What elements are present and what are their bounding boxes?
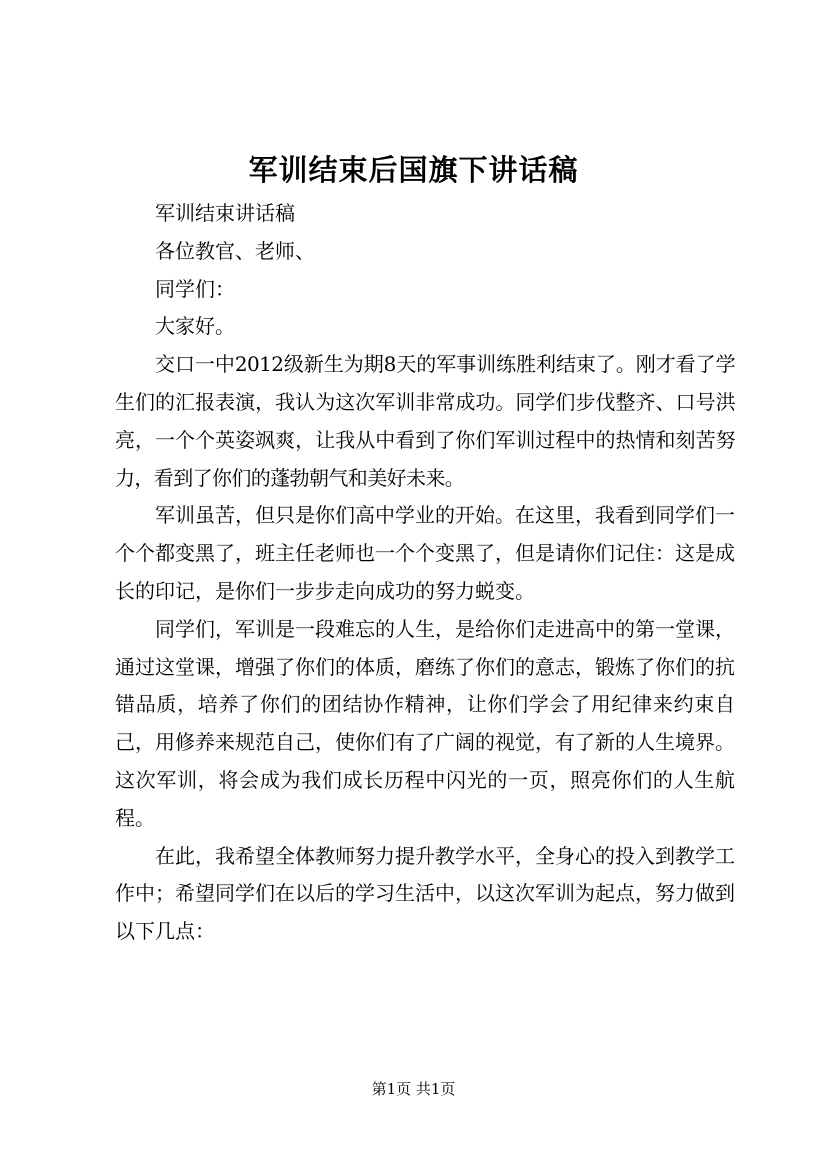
paragraph-body-4: 在此，我希望全体教师努力提升教学水平，全身心的投入到教学工作中；希望同学们在以后的学习生活中，以这次军训为起点，努力做到以下几点： <box>115 843 735 944</box>
document-title: 军训结束后国旗下讲话稿 <box>248 153 579 187</box>
document-body <box>115 195 735 951</box>
paragraph-salutation-1: 各位教官、老师、 <box>155 238 315 263</box>
paragraph-body-1: 交口一中2012级新生为期8天的军事训练胜利结束了。刚才看了学生们的汇报表演，我认为这次军训非常成功。同学们步伐整齐、口号洪亮，一个个英姿飒爽，让我从中看到了你们军训过程中的热情和刻苦努力，看到了你们的蓬勃朝气和美好未来。 <box>115 352 735 490</box>
paragraph-greeting: 大家好。 <box>155 314 235 339</box>
paragraph-heading: 军训结束讲话稿 <box>155 201 295 225</box>
paragraph-body-3: 同学们，军训是一段难忘的人生，是给你们走进高中的第一堂课，通过这堂课，增强了你们的体质，磨练了你们的意志，锻炼了你们的抗错品质，培养了你们的团结协作精神，让你们学会了用纪律来约束自己，用修养来规范自己，使你们有了广阔的视觉，有了新的人生境界。这次军训，将会成为我们成长历程中闪光的一页，照亮你们的人生航程。 <box>115 616 735 830</box>
page-footer: 第1页 共1页 <box>371 1080 456 1098</box>
paragraph-salutation-2: 同学们： <box>155 276 235 301</box>
paragraph-body-2: 军训虽苦，但只是你们高中学业的开始。在这里，我看到同学们一个个都变黑了，班主任老师也一个个变黑了，但是请你们记住：这是成长的印记，是你们一步步走向成功的努力蜕变。 <box>115 503 735 603</box>
